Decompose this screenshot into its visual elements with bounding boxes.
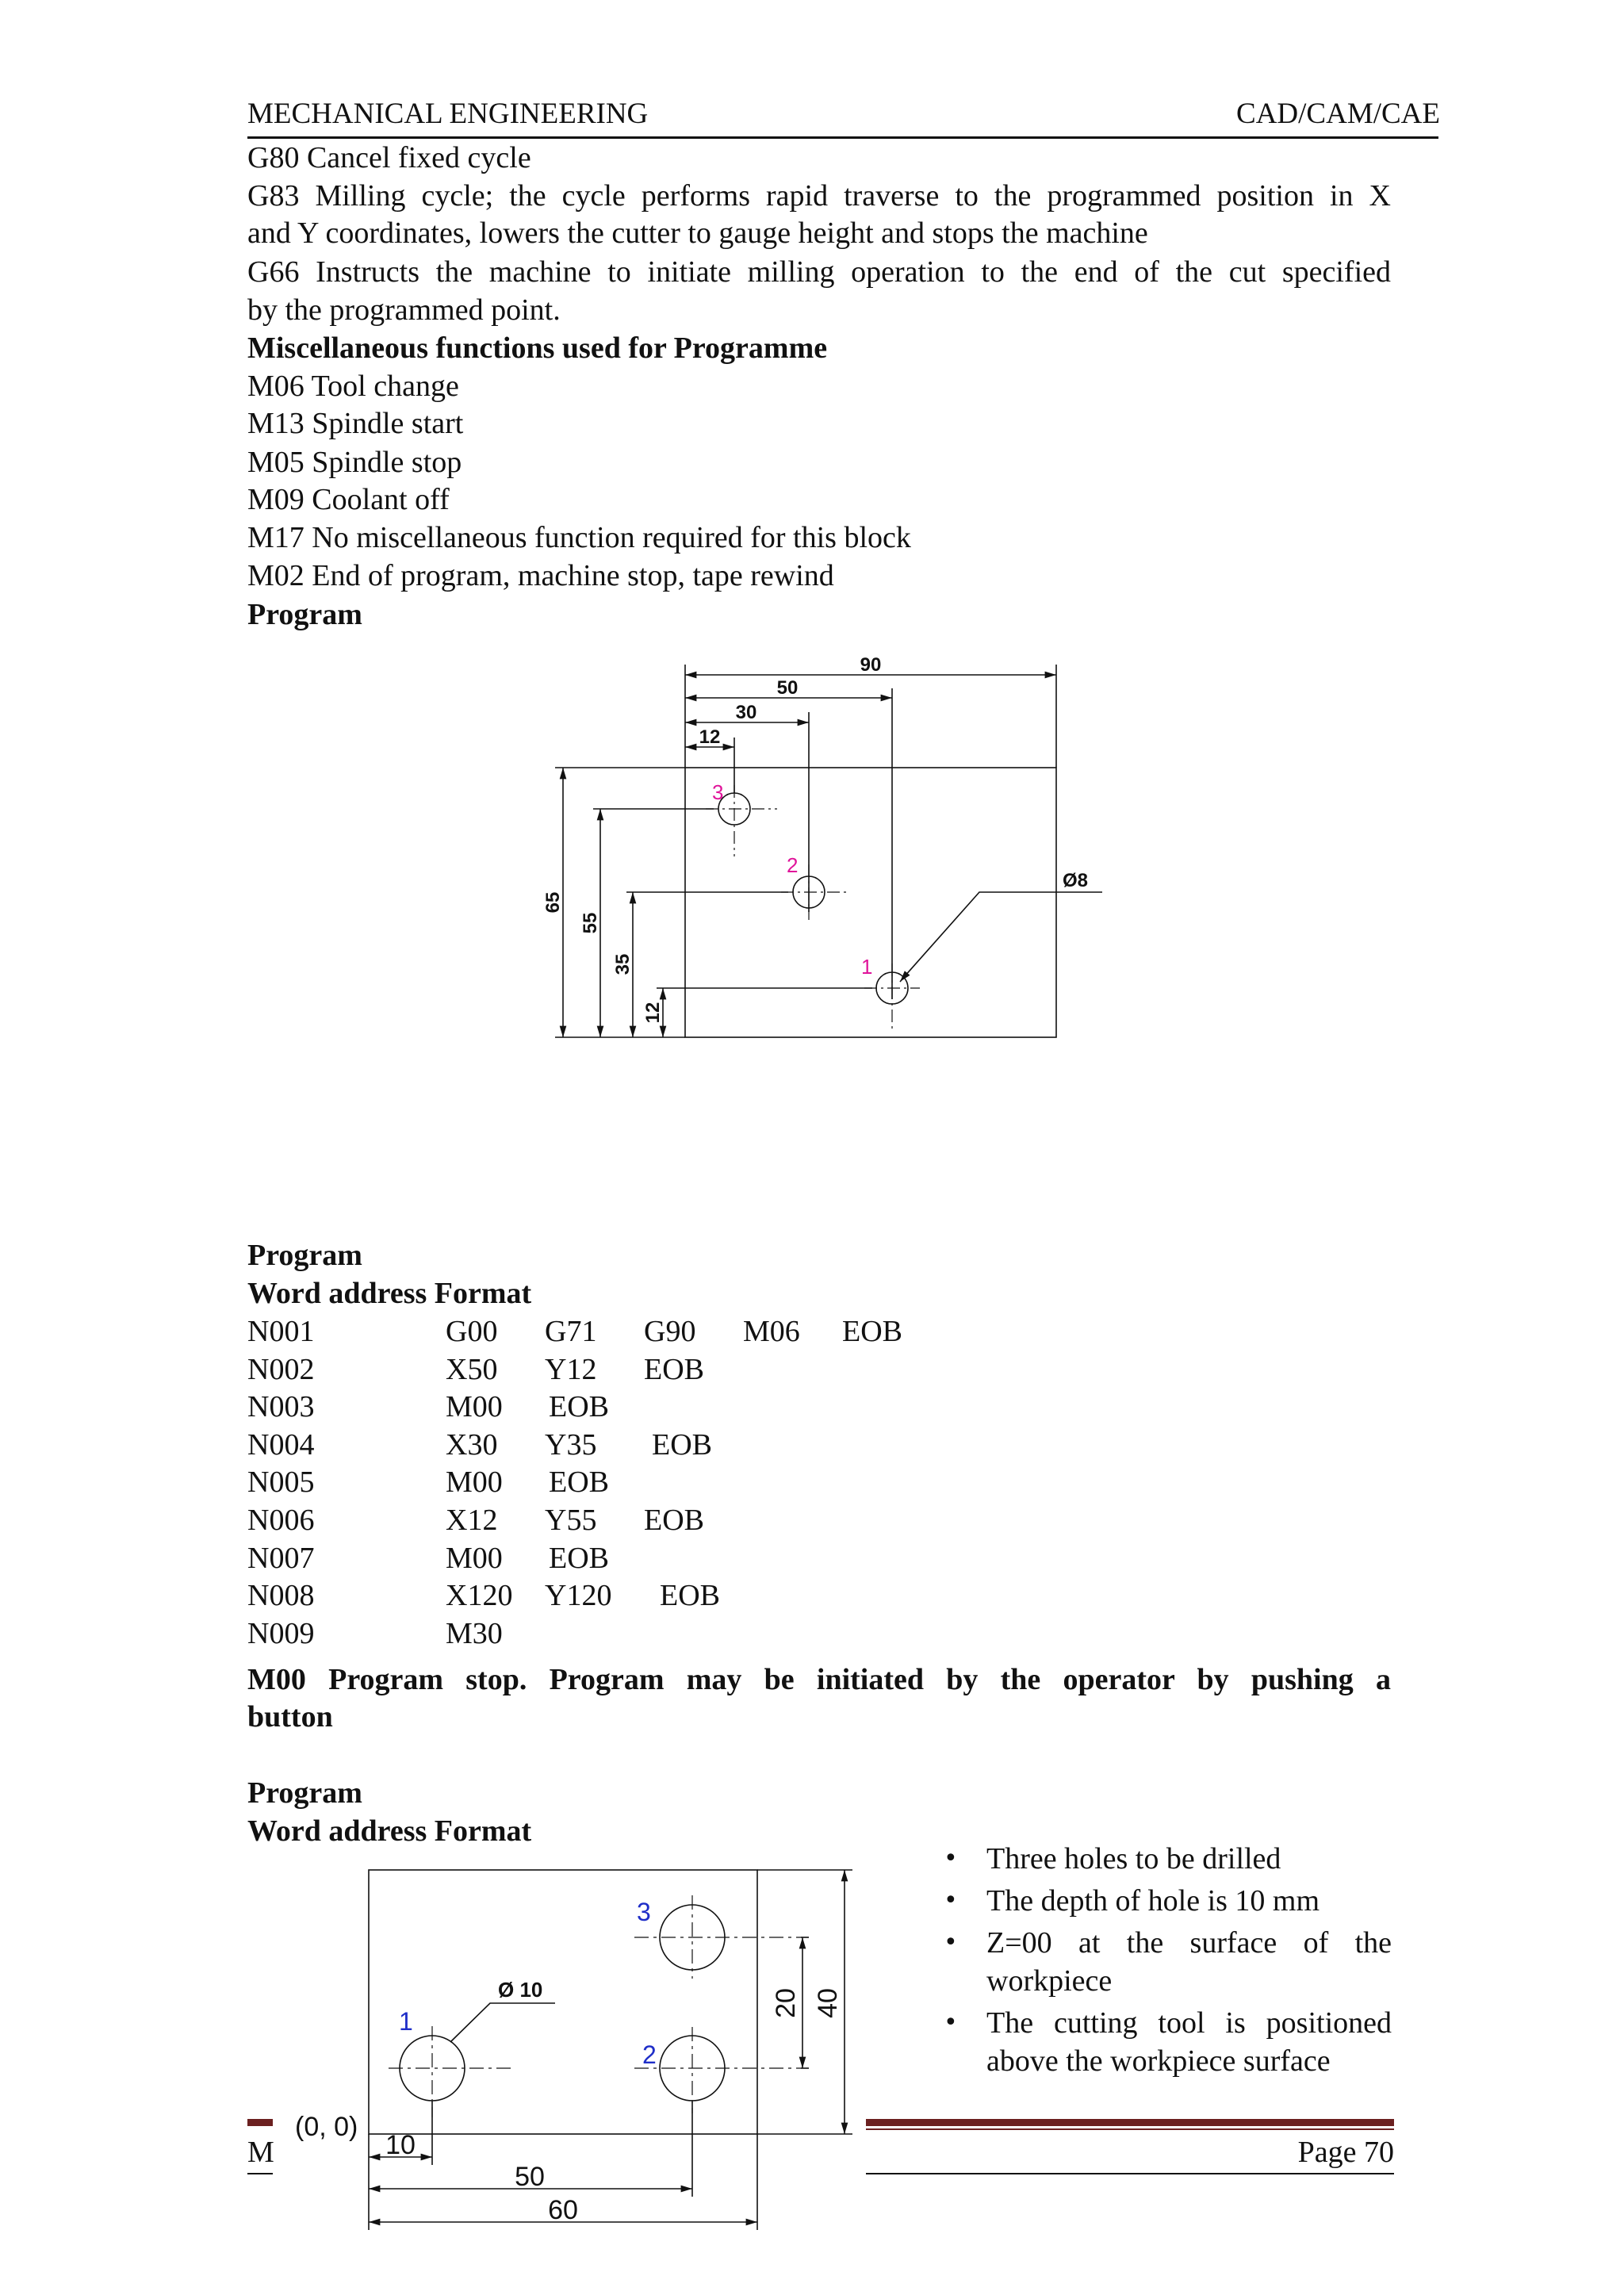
intro-line-g83: G83 Milling cycle; the cycle performs rapid traverse to the programmed position in X xyxy=(247,179,1391,213)
diameter-label: Ø8 xyxy=(1063,870,1089,891)
program-word: EOB xyxy=(660,1579,720,1613)
footer-bar-thin xyxy=(866,2128,1394,2130)
program-label: Program xyxy=(247,1776,362,1810)
misc-item: M02 End of program, machine stop, tape rewind xyxy=(247,559,834,592)
dim-30: 30 xyxy=(735,702,757,723)
dim-60: 60 xyxy=(548,2195,578,2225)
note-item: • The cutting tool is positioned above the workpiece surface xyxy=(944,2006,1392,2078)
footer-left: M xyxy=(247,2136,274,2169)
program-word: EOB xyxy=(842,1315,902,1348)
format-label: Word address Format xyxy=(247,1277,532,1310)
format-label: Word address Format xyxy=(247,1814,532,1848)
footer-rule xyxy=(866,2173,1394,2174)
block-number: N008 xyxy=(247,1579,315,1613)
note-item: • Three holes to be drilled xyxy=(944,1842,1281,1875)
program-word: X12 xyxy=(446,1504,498,1537)
note-item: • Z=00 at the surface of the workpiece xyxy=(944,1926,1392,1998)
program-label: Program xyxy=(247,598,362,631)
program-word: M00 xyxy=(446,1390,503,1424)
hole-label-3: 3 xyxy=(712,780,724,804)
dim-90: 90 xyxy=(860,654,882,676)
drilling-drawing-1 xyxy=(542,646,1118,1051)
block-number: N005 xyxy=(247,1466,315,1500)
program-word: EOB xyxy=(549,1466,609,1500)
origin-label: (0, 0) xyxy=(295,2112,358,2142)
m00-note-cont: button xyxy=(247,1700,333,1734)
intro-line-g83-cont: and Y coordinates, lowers the cutter to gauge height and stops the machine xyxy=(247,216,1148,250)
misc-item: M13 Spindle start xyxy=(247,407,464,440)
hole-label-1: 1 xyxy=(861,955,873,979)
diameter-label: Ø 10 xyxy=(498,1978,543,2002)
block-number: N003 xyxy=(247,1390,315,1424)
dim-35: 35 xyxy=(612,953,634,975)
header-left: MECHANICAL ENGINEERING xyxy=(247,98,649,130)
misc-item: M05 Spindle stop xyxy=(247,446,462,479)
program-word: EOB xyxy=(549,1541,609,1575)
block-number: N007 xyxy=(247,1541,315,1575)
program-word: G71 xyxy=(545,1315,597,1348)
misc-item: M17 No miscellaneous function required for this block xyxy=(247,521,911,554)
dim-12: 12 xyxy=(699,726,721,748)
dim-12-left: 12 xyxy=(642,1002,664,1024)
program-word: G00 xyxy=(446,1315,498,1348)
program-word: EOB xyxy=(644,1352,704,1386)
program-word: M00 xyxy=(446,1541,503,1575)
program-word: G90 xyxy=(644,1315,696,1348)
program-word: Y12 xyxy=(545,1352,597,1386)
misc-heading: Miscellaneous functions used for Programme xyxy=(247,331,828,365)
block-number: N006 xyxy=(247,1504,315,1537)
dim-50: 50 xyxy=(776,677,799,699)
dim-55: 55 xyxy=(580,912,601,934)
intro-line-g66-cont: by the programmed point. xyxy=(247,293,561,327)
program-word: M06 xyxy=(743,1315,800,1348)
misc-item: M09 Coolant off xyxy=(247,483,450,516)
program-word: Y35 xyxy=(545,1427,597,1462)
workpiece-outline xyxy=(685,768,1056,1037)
footer-rule xyxy=(247,2173,273,2174)
m00-note: M00 Program stop. Program may be initiated by the operator by pushing a xyxy=(247,1663,1391,1696)
dim-20: 20 xyxy=(771,1988,801,2018)
program-word: X30 xyxy=(446,1427,498,1462)
program-word: EOB xyxy=(644,1504,704,1537)
dim-50: 50 xyxy=(515,2162,545,2192)
block-number: N001 xyxy=(247,1315,315,1348)
program-word: Y55 xyxy=(545,1504,597,1537)
note-item: • The depth of hole is 10 mm xyxy=(944,1884,1320,1918)
program-word: X120 xyxy=(446,1579,513,1613)
footer-bar xyxy=(247,2119,273,2126)
hole-label-2: 2 xyxy=(787,853,799,877)
hole-label-1: 1 xyxy=(399,2007,413,2036)
block-number: N004 xyxy=(247,1427,315,1462)
footer-bar xyxy=(866,2119,1394,2126)
misc-item: M06 Tool change xyxy=(247,370,459,403)
intro-line-g66: G66 Instructs the machine to initiate milling operation to the end of the cut specified xyxy=(247,255,1391,289)
block-number: N009 xyxy=(247,1616,315,1650)
dim-65: 65 xyxy=(542,891,564,914)
program-word: Y120 xyxy=(545,1579,612,1613)
dim-40: 40 xyxy=(813,1988,843,2018)
dim-10: 10 xyxy=(385,2130,416,2160)
program-word: X50 xyxy=(446,1352,498,1386)
drilling-drawing-2 xyxy=(278,1848,872,2236)
workpiece-outline xyxy=(369,1870,757,2134)
hole-label-2: 2 xyxy=(642,2040,657,2069)
header-right: CAD/CAM/CAE xyxy=(1236,98,1440,130)
program-label: Program xyxy=(247,1239,362,1272)
program-word: M00 xyxy=(446,1466,503,1500)
header-rule xyxy=(247,136,1438,139)
block-number: N002 xyxy=(247,1352,315,1386)
program-word: M30 xyxy=(446,1616,503,1650)
notes-list xyxy=(936,1840,1392,2084)
program-word: EOB xyxy=(652,1427,712,1462)
intro-line-g80: G80 Cancel fixed cycle xyxy=(247,141,531,174)
hole-label-3: 3 xyxy=(637,1898,651,1926)
page-number: Page 70 xyxy=(1297,2136,1394,2169)
program-word: EOB xyxy=(549,1390,609,1424)
